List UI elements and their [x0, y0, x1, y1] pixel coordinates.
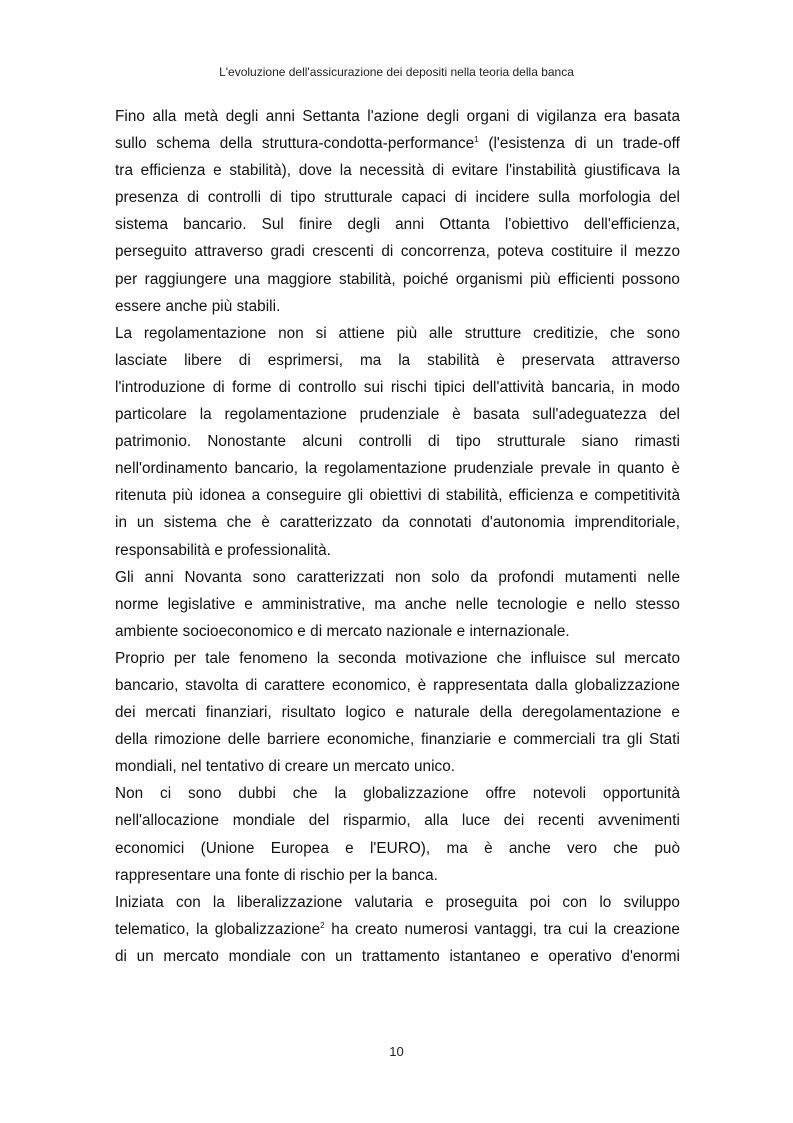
footnote-ref-1: 1: [474, 135, 479, 145]
text-line: essere anche più stabili.: [115, 297, 281, 315]
text-line: presenza di controlli di tipo strutturale capaci di incidere sulla morfologia del: [115, 189, 680, 207]
text-line: rappresentare una fonte di rischio per la banca.: [115, 866, 438, 884]
paragraph-4: [115, 645, 680, 780]
paragraph-2: [115, 320, 680, 564]
text-line: mondiali, nel tentativo di creare un mercato unico.: [115, 758, 456, 776]
text-line: perseguito attraverso gradi crescenti di concorrenza, poteva costituire il mezzo: [115, 243, 680, 261]
text-line: tra efficienza e stabilità), dove la necessità di evitare l'instabilità giustificava la: [115, 162, 680, 180]
footnote-ref-2: 2: [320, 920, 325, 930]
text-line: patrimonio. Nonostante alcuni controlli di tipo strutturale siano rimasti: [115, 433, 680, 451]
text-line: responsabilità e professionalità.: [115, 541, 331, 559]
paragraph-5: [115, 780, 680, 888]
text-line: nell'ordinamento bancario, la regolamentazione prudenziale prevale in quanto è: [115, 460, 680, 478]
text-line: [115, 130, 680, 157]
text-line: Proprio per tale fenomeno la seconda motivazione che influisce sul mercato: [115, 649, 680, 667]
text-line: Gli anni Novanta sono caratterizzati non solo da profondi mutamenti nelle: [115, 568, 680, 586]
text-line: in un sistema che è caratterizzato da connotati d'autonomia imprenditoriale,: [115, 514, 680, 532]
text-line: ritenuta più idonea a conseguire gli obiettivi di stabilità, efficienza e competitività: [115, 487, 680, 505]
text-line: Iniziata con la liberalizzazione valutaria e proseguita poi con lo sviluppo: [115, 893, 680, 911]
text-line: [115, 916, 680, 943]
text-line: particolare la regolamentazione prudenziale è basata sull'adeguatezza del: [115, 406, 680, 424]
text-line: della rimozione delle barriere economiche, finanziarie e commerciali tra gli Stati: [115, 731, 680, 749]
running-header: L'evoluzione dell'assicurazione dei depositi nella teoria della banca: [219, 65, 574, 79]
text-line: La regolamentazione non si attiene più alle strutture creditizie, che sono: [115, 324, 680, 342]
text-line: economici (Unione Europea e l'EURO), ma è anche vero che può: [115, 839, 680, 857]
text-line: Non ci sono dubbi che la globalizzazione offre notevoli opportunità: [115, 785, 680, 803]
text-line: l'introduzione di forme di controllo sui rischi tipici dell'attività bancaria, in modo: [115, 378, 680, 396]
paragraph-1: [115, 103, 680, 320]
text-line: per raggiungere una maggiore stabilità, poiché organismi più efficienti possono: [115, 270, 680, 288]
paragraph-3: [115, 564, 680, 645]
paragraph-6: [115, 889, 680, 970]
text-segment: (l'esistenza di un trade-off: [488, 135, 680, 153]
text-segment: ha creato numerosi vantaggi, tra cui la creazione: [331, 920, 680, 938]
text-line: dei mercati finanziari, risultato logico e naturale della deregolamentazione e: [115, 704, 680, 722]
text-line: nell'allocazione mondiale del risparmio, alla luce dei recenti avvenimenti: [115, 812, 680, 830]
text-line: di un mercato mondiale con un trattamento istantaneo e operativo d'enormi: [115, 947, 680, 965]
text-line: lasciate libere di esprimersi, ma la stabilità è preservata attraverso: [115, 351, 680, 369]
text-line: ambiente socioeconomico e di mercato nazionale e internazionale.: [115, 622, 570, 640]
text-segment: telematico, la globalizzazione: [115, 920, 321, 938]
text-segment: sullo schema della struttura-condotta-performance: [115, 135, 475, 153]
text-line: sistema bancario. Sul finire degli anni Ottanta l'obiettivo dell'efficienza,: [115, 216, 680, 234]
text-line: Fino alla metà degli anni Settanta l'azione degli organi di vigilanza era basata: [115, 108, 680, 125]
text-line: bancario, stavolta di carattere economico, è rappresentata dalla globalizzazione: [115, 676, 680, 694]
body-text: [115, 103, 680, 970]
text-line: norme legislative e amministrative, ma anche nelle tecnologie e nello stesso: [115, 595, 680, 613]
page-number: 10: [389, 1044, 404, 1059]
